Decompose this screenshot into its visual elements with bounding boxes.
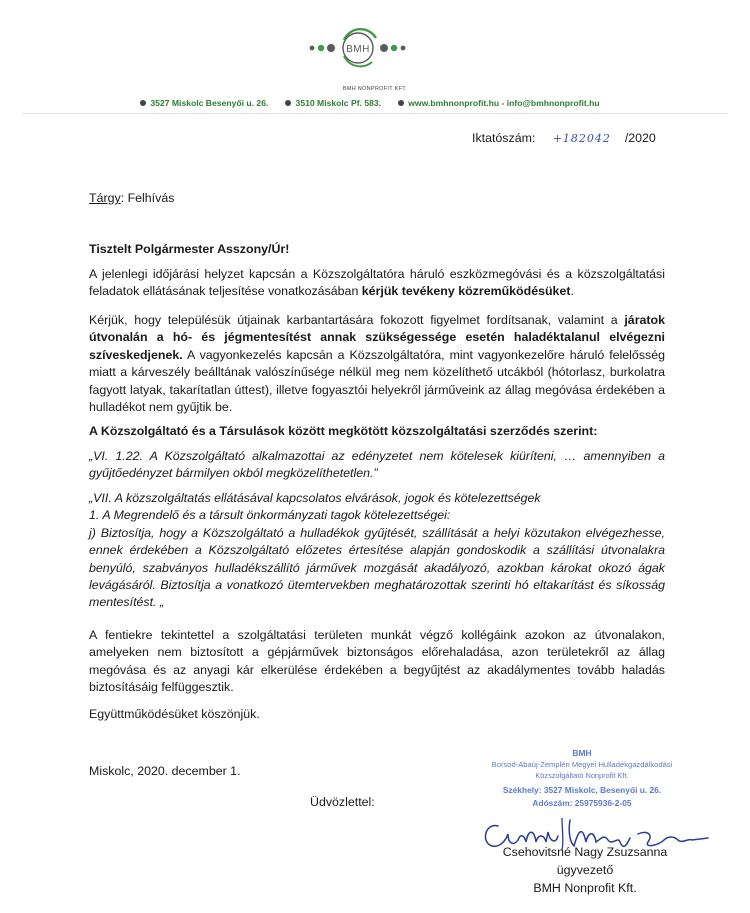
contact-address: 3527 Miskolc Besenyői u. 26. <box>150 98 269 108</box>
stamp-line-3: Székhely: 3527 Miskolc, Besenyői u. 26. <box>502 785 662 795</box>
paragraph-1-bold: kérjük tevékeny közreműködésüket <box>361 284 571 299</box>
subject-line <box>89 191 174 205</box>
paragraph-1-text: A jelenlegi időjárási helyzet kapcsán a Közszolgáltatóra háruló eszközmegóvási és a közszolgáltatási feladatok ellátásának teljesítése vonatkozásában <box>89 267 665 299</box>
logo-tagline: BMH NONPROFIT KFT. <box>342 86 408 92</box>
paragraph-2-bold: járatok útvonalán a hó- és jégmentesítést annak szükségessége esetén haladéktalanul elvégezni szíveskedjenek. <box>89 313 665 362</box>
bullet-icon <box>140 100 146 106</box>
quote-2 <box>89 490 665 612</box>
signatory-company: BMH Nonprofit Kft. <box>533 881 637 895</box>
paragraph-2 <box>89 312 665 416</box>
reference-label: Iktatószám: <box>472 131 536 145</box>
quote-2-line-3: j) Biztosítja, hogy a Közszolgáltató a hulladékok gyűjtését, szállítását a helyi közutakon elvégezhesse, ennek érdekében a Közszolgáltató előzetes értesítése alapján gondoskodik a szállítási útvonalakra benyúló, szabványos hulladékszállító járművek mozgását akadályozó, azokban károkat okozó ágak levágásáról. Biztosítja a vonatkozó ütemtervekben meghatározottak szerinti hó eltakarítást és síkosság mentesítést. „ <box>89 525 665 610</box>
logo-dots-right <box>380 44 405 52</box>
stamp-line-4: Adószám: 25975936-2-05 <box>532 798 632 808</box>
reference-number <box>472 131 656 145</box>
greeting: Tisztelt Polgármester Asszony/Úr! <box>89 242 290 256</box>
logo-leaf-arc <box>344 29 376 40</box>
paragraph-1-end: . <box>570 284 574 299</box>
stamp-line-2: Közszolgáltató Nonprofit Kft. <box>535 771 629 780</box>
bullet-icon <box>285 100 291 106</box>
handwritten-number: +182042 <box>552 132 611 145</box>
signatory-name: Csehovitsné Nagy Zsuzsanna <box>502 845 668 859</box>
logo-dots-left <box>310 44 335 52</box>
bullet-icon <box>398 100 404 106</box>
contact-pobox: 3510 Miskolc Pf. 583. <box>295 98 382 108</box>
date-line: Miskolc, 2020. december 1. <box>89 764 241 778</box>
subject-label: Tárgy <box>89 191 121 205</box>
contact-line <box>140 98 600 108</box>
regards: Üdvözlettel: <box>310 795 375 809</box>
closing: Együttműködésüket köszönjük. <box>89 707 260 721</box>
paragraph-1 <box>89 266 665 301</box>
contract-heading: A Közszolgáltató és a Társulások között megkötött közszolgáltatási szerződés szerint: <box>89 424 598 438</box>
stamp-title: BMH <box>572 748 592 758</box>
header-divider <box>22 113 728 114</box>
bmh-logo <box>298 22 448 82</box>
signatory-title: ügyvezető <box>556 863 614 877</box>
paragraph-3: A fentiekre tekintettel a szolgáltatási területen munkát végző kollégáink azokon az útvonalakon, amelyeken nem biztosított a gépjárművek biztonságos előrehaladása, azon területekről az állag megóvása és az anyagi kár elkerülése érdekében a begyűjtést az akadálymentes tovább haladás biztosításáig felfüggesztik. <box>89 628 665 695</box>
quote-1: „VI. 1.22. A Közszolgáltató alkalmazottai az edényzetet nem kötelesek kiüríteni, … amennyiben a gyűjtőedényzet bármilyen okból megközelíthetetlen.” <box>89 449 665 481</box>
paragraph-2-text: Kérjük, hogy településük útjainak karbantartására fokozott figyelmet fordítsanak, valamint a <box>89 313 625 327</box>
contact-web-email[interactable]: www.bmhnonprofit.hu - info@bmhnonprofit.hu <box>408 98 600 108</box>
quote-2-line-1: „VII. A közszolgáltatás ellátásával kapcsolatos elvárások, jogok és kötelezettségek <box>89 491 541 505</box>
subject-text: : Felhívás <box>120 191 175 205</box>
stamp-line-1: Borsod-Abaúj-Zemplén Megyei Hulladékgazdálkodási <box>491 760 673 769</box>
reference-year: /2020 <box>624 131 656 145</box>
quote-2-line-2: 1. A Megrendelő és a társult önkormányzati tagok kötelezettségei: <box>89 508 451 523</box>
logo-text: BMH <box>346 44 370 55</box>
paragraph-2-text-cont: A vagyonkezelés kapcsán a Közszolgáltatóra, mint vagyonkezelőre háruló felelősség miatt a kárveszély beálltának valószínűsége nélkül meg nem közelíthető utcákból (hótorlasz, burkolatra fagyott latyak, takarítatlan úttest), illetve fogyasztói helyekről járműveink az állag megóvása érdekében a hulladékot nem gyűjtik be. <box>89 347 665 415</box>
